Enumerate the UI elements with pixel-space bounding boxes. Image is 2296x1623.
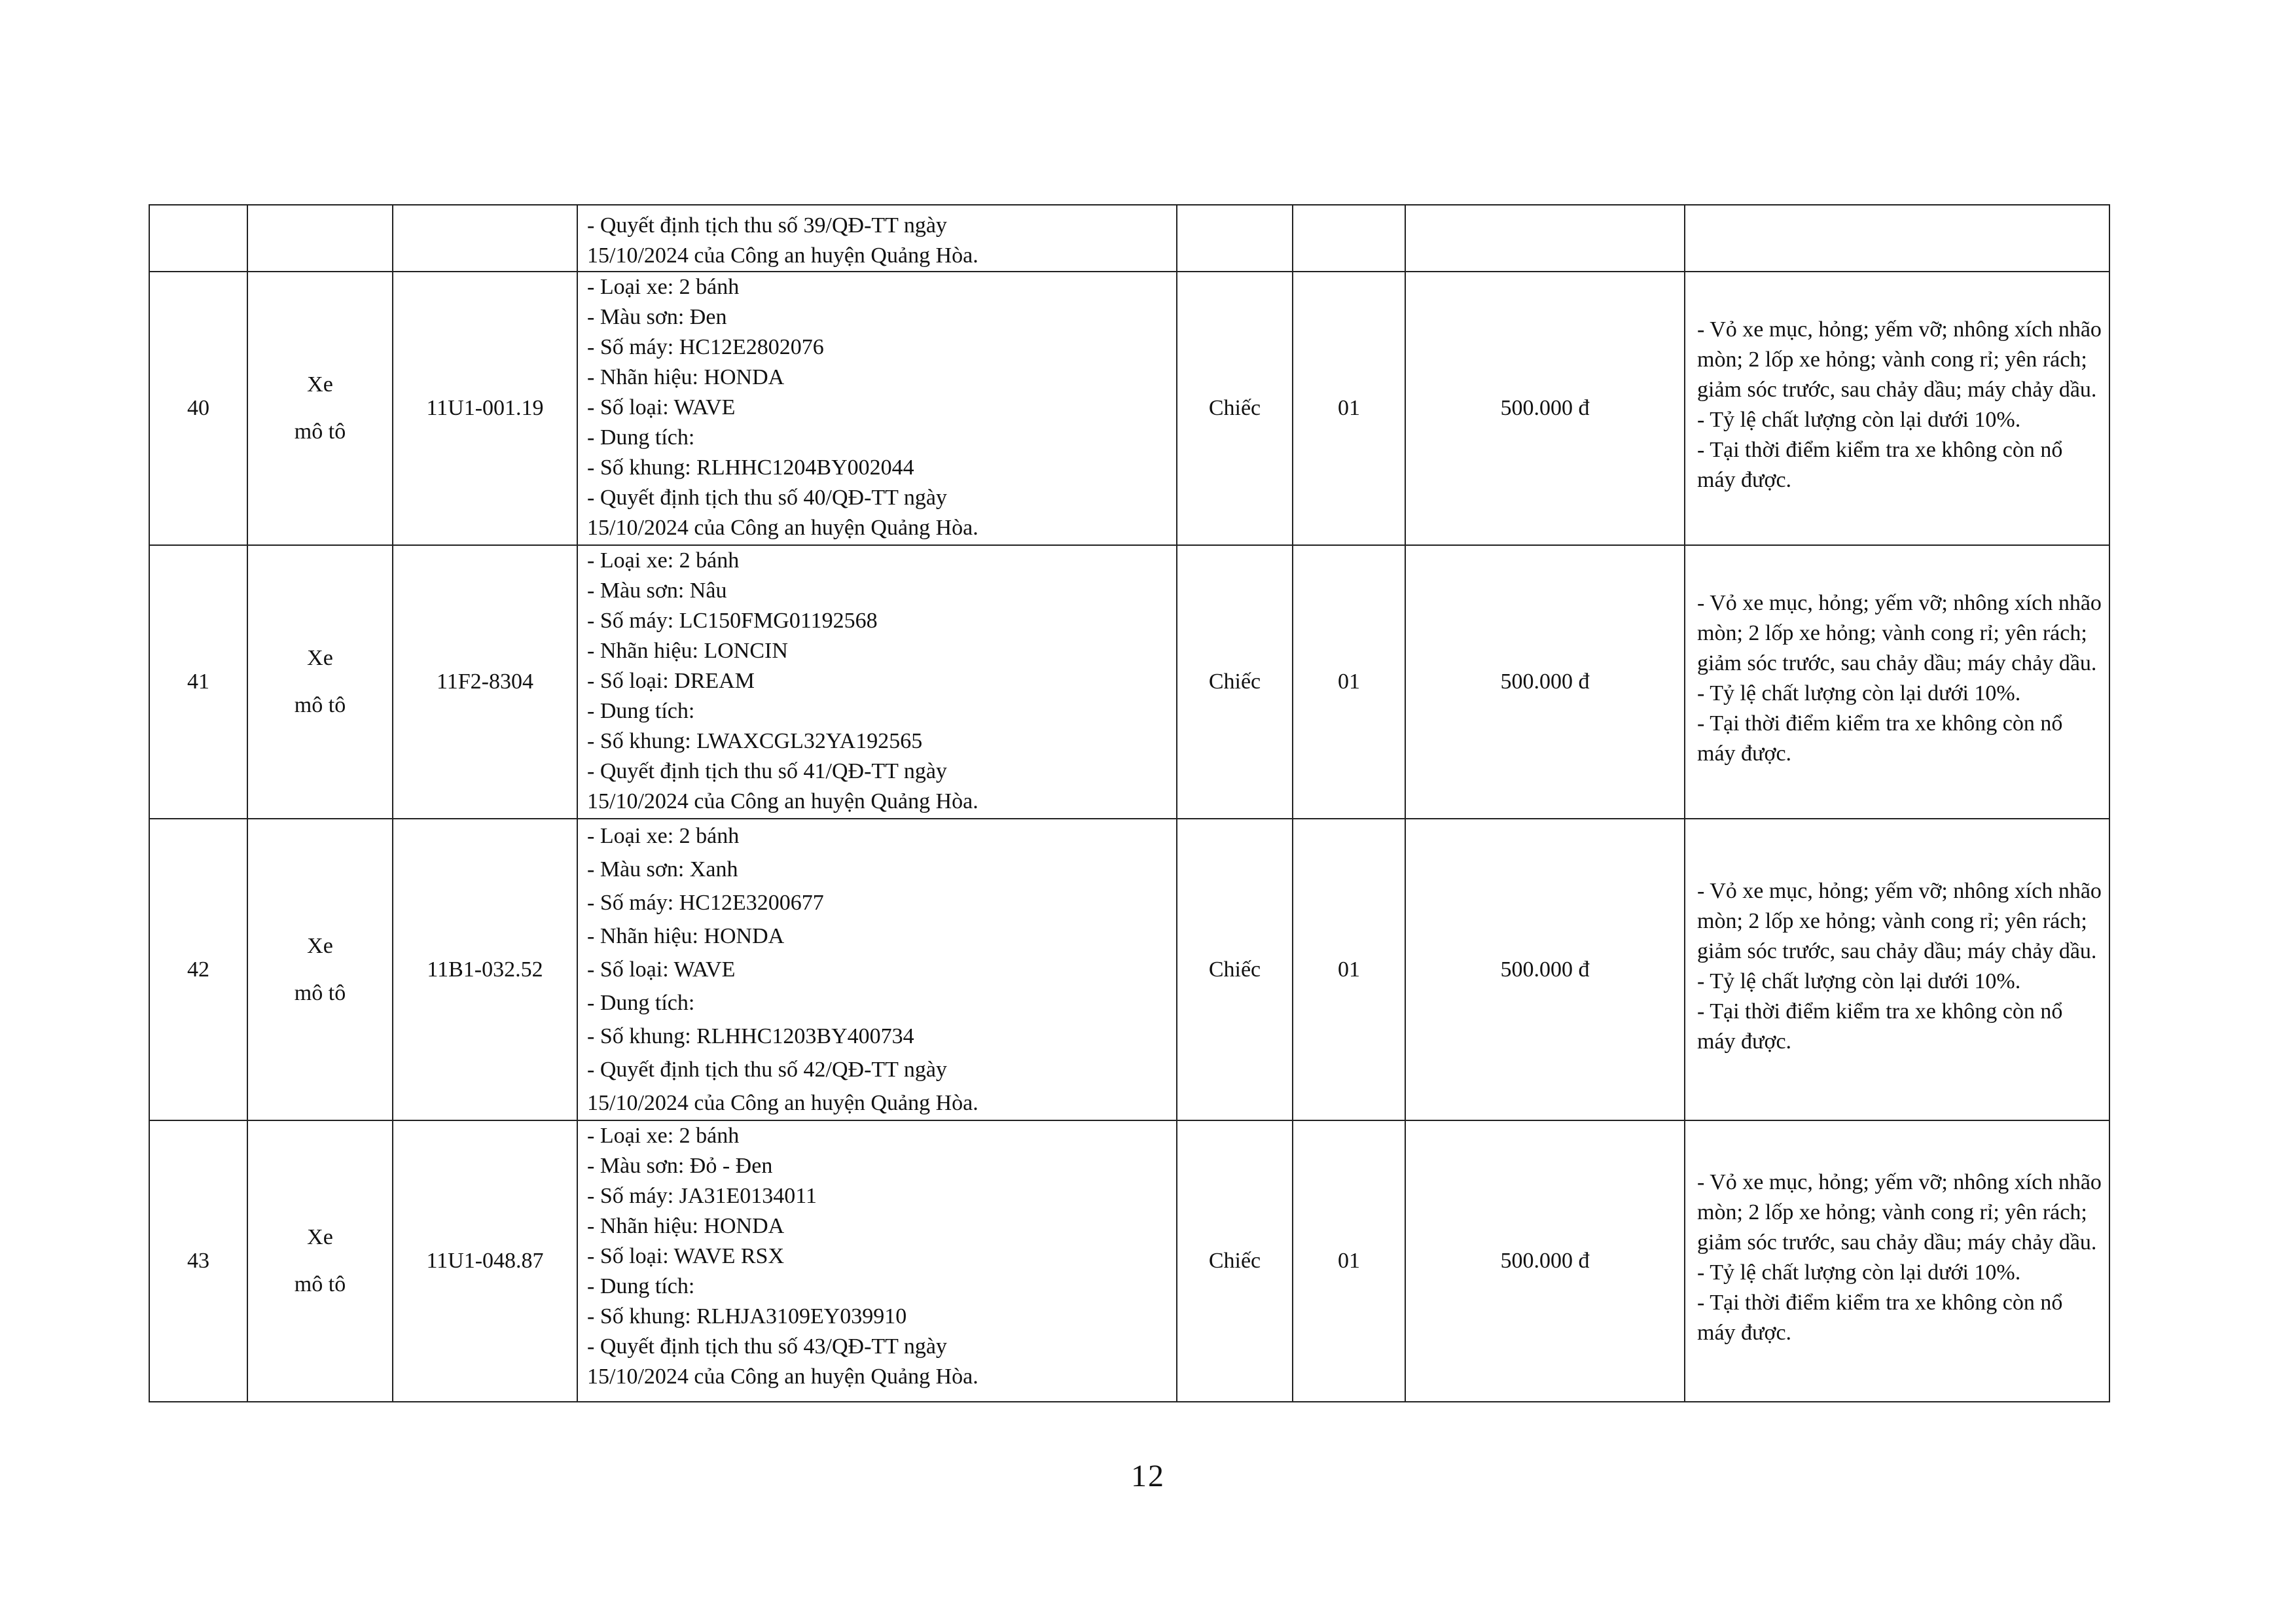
cell-unit: Chiếc <box>1177 1120 1293 1402</box>
page-number: 12 <box>1131 1459 1165 1493</box>
cell-note <box>1685 1120 2109 1402</box>
cell-quantity <box>1293 205 1405 272</box>
note-line: - Tại thời điểm kiểm tra xe không còn nổ máy được. <box>1697 711 2063 766</box>
cell-plate: 11U1-001.19 <box>393 272 577 545</box>
cell-unit <box>1177 205 1293 272</box>
note-line: - Tại thời điểm kiểm tra xe không còn nổ máy được. <box>1697 1291 2063 1345</box>
cell-price: 500.000 đ <box>1405 272 1685 545</box>
cell-name <box>247 272 393 545</box>
description-line: - Loại xe: 2 bánh <box>587 548 740 573</box>
note-block <box>1697 315 2102 495</box>
cell-note <box>1685 205 2109 272</box>
description-line: - Màu sơn: Đen <box>587 305 727 329</box>
cell-note <box>1685 272 2109 545</box>
description-line: - Quyết định tịch thu số 43/QĐ-TT ngày <box>587 1334 947 1359</box>
cell-price <box>1405 205 1685 272</box>
cell-plate: 11U1-048.87 <box>393 1120 577 1402</box>
cell-name <box>247 205 393 272</box>
note-line: - Tỷ lệ chất lượng còn lại dưới 10%. <box>1697 969 2021 993</box>
note-line: - Tại thời điểm kiểm tra xe không còn nổ máy được. <box>1697 438 2063 492</box>
note-line: - Vỏ xe mục, hỏng; yếm vỡ; nhông xích nhão mòn; 2 lốp xe hỏng; vành cong rỉ; yên rách; giảm sóc trước, sau chảy dầu; máy chảy dầu. <box>1697 591 2102 675</box>
cell-note <box>1685 545 2109 819</box>
description-line: - Nhãn hiệu: HONDA <box>587 365 785 389</box>
description-line: 15/10/2024 của Công an huyện Quảng Hòa. <box>587 1091 978 1115</box>
description-line: - Quyết định tịch thu số 40/QĐ-TT ngày <box>587 486 947 510</box>
name-line: Xe <box>307 372 333 397</box>
cell-plate: 11B1-032.52 <box>393 819 577 1120</box>
note-line: - Tỷ lệ chất lượng còn lại dưới 10%. <box>1697 1260 2021 1285</box>
description-line: 15/10/2024 của Công an huyện Quảng Hòa. <box>587 516 978 540</box>
description-line: - Số loại: WAVE <box>587 957 736 982</box>
cell-plate <box>393 205 577 272</box>
description-line: - Số khung: RLHHC1203BY400734 <box>587 1024 914 1048</box>
cell-description <box>577 545 1177 819</box>
cell-quantity: 01 <box>1293 1120 1405 1402</box>
note-line: - Vỏ xe mục, hỏng; yếm vỡ; nhông xích nhão mòn; 2 lốp xe hỏng; vành cong rỉ; yên rách; giảm sóc trước, sau chảy dầu; máy chảy dầu. <box>1697 1170 2102 1255</box>
cell-quantity: 01 <box>1293 272 1405 545</box>
description-line: - Số khung: LWAXCGL32YA192565 <box>587 729 923 753</box>
cell-description <box>577 1120 1177 1402</box>
description-line: - Quyết định tịch thu số 39/QĐ-TT ngày <box>587 213 947 238</box>
table-row <box>149 545 2109 819</box>
cell-plate: 11F2-8304 <box>393 545 577 819</box>
cell-stt: 41 <box>149 545 247 819</box>
description-line: - Số máy: JA31E0134011 <box>587 1184 817 1208</box>
table-row <box>149 1120 2109 1402</box>
cell-quantity: 01 <box>1293 545 1405 819</box>
name-line: Xe <box>307 933 333 958</box>
cell-unit: Chiếc <box>1177 545 1293 819</box>
note-line: - Tỷ lệ chất lượng còn lại dưới 10%. <box>1697 681 2021 705</box>
description-line: - Dung tích: <box>587 699 695 723</box>
cell-stt: 42 <box>149 819 247 1120</box>
asset-table <box>149 204 2110 1402</box>
description-line: - Nhãn hiệu: HONDA <box>587 924 785 948</box>
name-line: mô tô <box>294 419 346 444</box>
description-line: - Loại xe: 2 bánh <box>587 824 740 848</box>
description-line: - Dung tích: <box>587 991 695 1015</box>
cell-unit: Chiếc <box>1177 819 1293 1120</box>
cell-name <box>247 545 393 819</box>
cell-price: 500.000 đ <box>1405 1120 1685 1402</box>
description-line: - Số loại: WAVE <box>587 395 736 419</box>
description-line: - Số máy: HC12E3200677 <box>587 891 824 915</box>
table-row <box>149 272 2109 545</box>
description-line: - Nhãn hiệu: LONCIN <box>587 639 788 663</box>
name-line: Xe <box>307 1225 333 1249</box>
cell-price: 500.000 đ <box>1405 819 1685 1120</box>
note-block <box>1697 1168 2102 1348</box>
description-line: - Màu sơn: Nâu <box>587 579 727 603</box>
description-line: - Nhãn hiệu: HONDA <box>587 1214 785 1238</box>
table-row <box>149 819 2109 1120</box>
description-line: - Số khung: RLHJA3109EY039910 <box>587 1304 907 1329</box>
description-line: - Số khung: RLHHC1204BY002044 <box>587 455 914 480</box>
note-block <box>1697 588 2102 769</box>
cell-description <box>577 819 1177 1120</box>
cell-description <box>577 272 1177 545</box>
note-block <box>1697 876 2102 1057</box>
description-line: 15/10/2024 của Công an huyện Quảng Hòa. <box>587 243 978 268</box>
description-line: - Quyết định tịch thu số 41/QĐ-TT ngày <box>587 759 947 783</box>
cell-name <box>247 1120 393 1402</box>
note-line: - Vỏ xe mục, hỏng; yếm vỡ; nhông xích nhão mòn; 2 lốp xe hỏng; vành cong rỉ; yên rách; giảm sóc trước, sau chảy dầu; máy chảy dầu. <box>1697 317 2102 402</box>
cell-price: 500.000 đ <box>1405 545 1685 819</box>
note-line: - Tại thời điểm kiểm tra xe không còn nổ máy được. <box>1697 999 2063 1054</box>
cell-stt: 40 <box>149 272 247 545</box>
note-line: - Vỏ xe mục, hỏng; yếm vỡ; nhông xích nhão mòn; 2 lốp xe hỏng; vành cong rỉ; yên rách; giảm sóc trước, sau chảy dầu; máy chảy dầu. <box>1697 878 2102 963</box>
description-line: - Dung tích: <box>587 1274 695 1298</box>
cell-stt <box>149 205 247 272</box>
description-line: - Số máy: LC150FMG01192568 <box>587 609 878 633</box>
name-line: mô tô <box>294 1272 346 1296</box>
table-row-continuation <box>149 205 2109 272</box>
name-line: Xe <box>307 646 333 670</box>
description-line: 15/10/2024 của Công an huyện Quảng Hòa. <box>587 1364 978 1389</box>
cell-note <box>1685 819 2109 1120</box>
description-line: - Số loại: WAVE RSX <box>587 1244 785 1268</box>
cell-unit: Chiếc <box>1177 272 1293 545</box>
description-line: - Số loại: DREAM <box>587 669 755 693</box>
note-line: - Tỷ lệ chất lượng còn lại dưới 10%. <box>1697 408 2021 432</box>
cell-stt: 43 <box>149 1120 247 1402</box>
description-line: - Loại xe: 2 bánh <box>587 1124 740 1148</box>
description-line: - Màu sơn: Đỏ - Đen <box>587 1154 773 1178</box>
description-line: 15/10/2024 của Công an huyện Quảng Hòa. <box>587 789 978 813</box>
description-line: - Loại xe: 2 bánh <box>587 275 740 299</box>
description-line: - Quyết định tịch thu số 42/QĐ-TT ngày <box>587 1058 947 1082</box>
description-line: - Dung tích: <box>587 425 695 450</box>
description-line: - Số máy: HC12E2802076 <box>587 335 824 359</box>
name-line: mô tô <box>294 980 346 1005</box>
name-line: mô tô <box>294 693 346 717</box>
cell-name <box>247 819 393 1120</box>
description-line: - Màu sơn: Xanh <box>587 857 738 882</box>
cell-description <box>577 205 1177 272</box>
cell-quantity: 01 <box>1293 819 1405 1120</box>
